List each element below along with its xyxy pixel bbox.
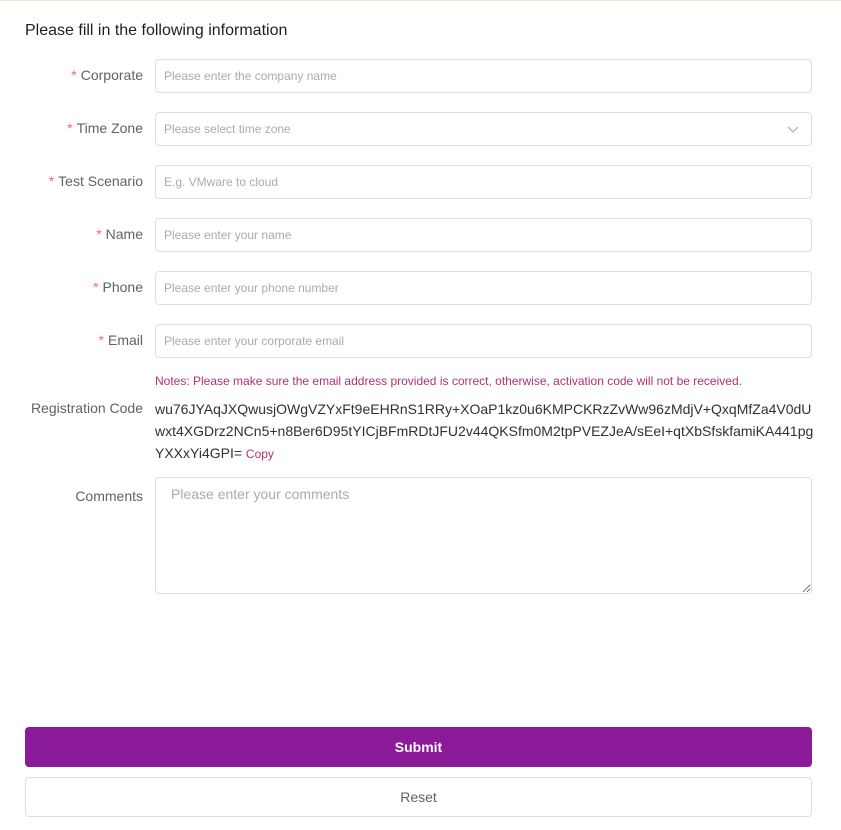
required-mark: *: [67, 120, 73, 136]
name-label: * Name: [96, 226, 143, 242]
comments-textarea[interactable]: [155, 477, 812, 594]
registration-code-label: Registration Code: [30, 400, 143, 416]
time-zone-select[interactable]: [155, 112, 812, 146]
registration-code: [155, 398, 815, 465]
reset-button[interactable]: Reset: [25, 777, 812, 817]
time-zone-placeholder: Please select time zone: [164, 122, 291, 136]
copy-button[interactable]: Copy: [245, 447, 274, 461]
registration-code-value: wu76JYAqJXQwusjOWgVZYxFt9eEHRnS1RRy+XOaP1kz0u6KMPCKRzZvWw96zMdjV+QxqMfZa4V0dUwxt4XGDrz2NCn5+n8Ber6D95tYICjBFmRDtJFU2v44QKSfm0M2tpPVEZJeA/sEeI+qtXbSfskfamiKA441pgYXXxYi4GPI=: [155, 401, 814, 461]
chevron-down-icon: [787, 124, 799, 134]
required-mark: *: [98, 332, 104, 348]
corporate-input[interactable]: [155, 59, 812, 93]
phone-label: * Phone: [93, 279, 143, 295]
page-title: Please fill in the following information: [25, 22, 288, 39]
comments-label: Comments: [75, 488, 143, 504]
required-mark: *: [93, 279, 99, 295]
email-input[interactable]: [155, 324, 812, 358]
top-divider: [0, 0, 841, 1]
required-mark: *: [48, 173, 55, 189]
phone-input[interactable]: [155, 271, 812, 305]
submit-button[interactable]: Submit: [25, 727, 812, 767]
name-input[interactable]: [155, 218, 812, 252]
test-scenario-input[interactable]: [155, 165, 812, 199]
time-zone-label: * Time Zone: [67, 120, 143, 136]
required-mark: *: [96, 226, 102, 242]
email-notes: Notes: Please make sure the email address provided is correct, otherwise, activation code will not be received.: [155, 374, 742, 388]
required-mark: *: [71, 67, 77, 83]
corporate-label: * Corporate: [71, 67, 143, 83]
test-scenario-label: * Test Scenario: [48, 173, 143, 189]
email-label: * Email: [98, 332, 143, 348]
